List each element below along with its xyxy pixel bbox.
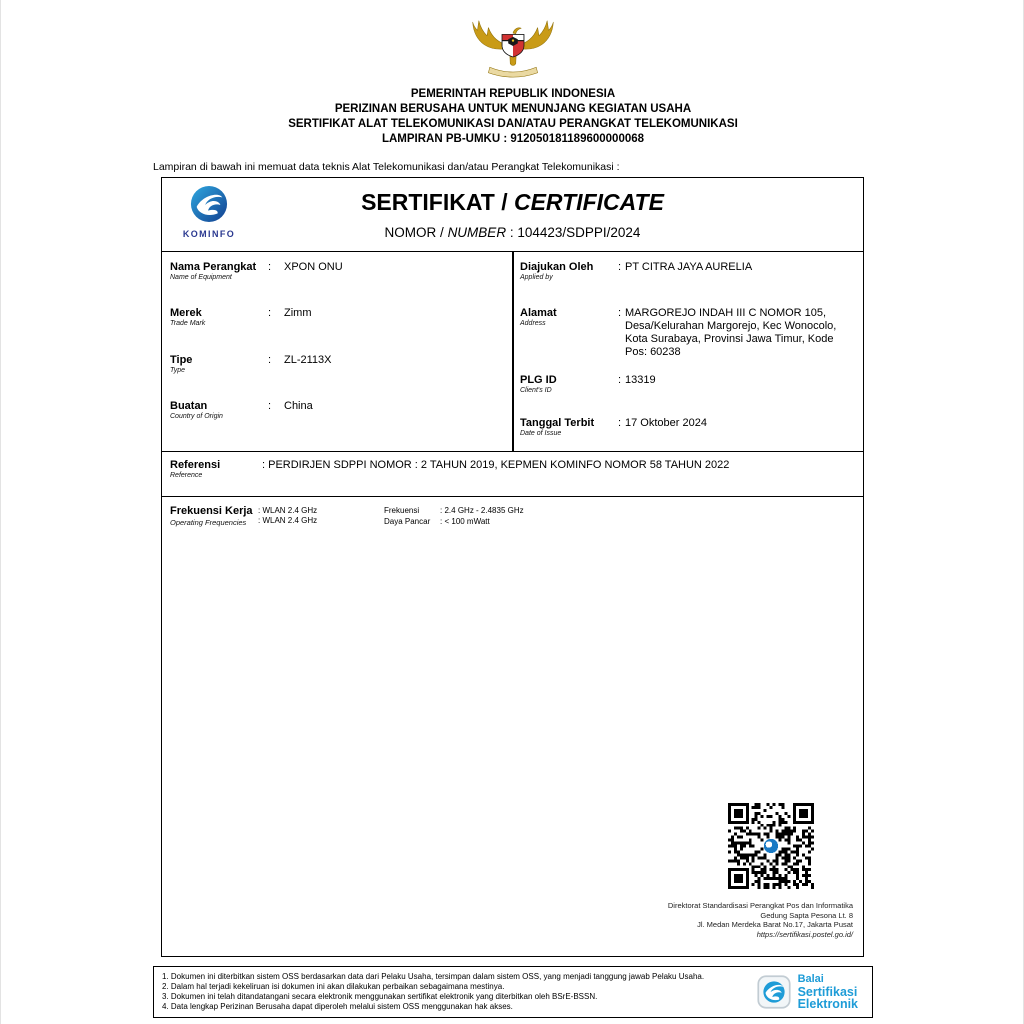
certificate-number (162, 225, 863, 240)
garuda-pancasila-emblem (472, 5, 554, 83)
colon: : (440, 517, 443, 526)
field-tanggal-terbit (520, 417, 858, 438)
colon: : (268, 354, 272, 366)
bse-line-balai: Balai (797, 973, 824, 986)
certificate-box (161, 177, 864, 957)
colon: : (618, 307, 622, 319)
colon: : (268, 261, 272, 273)
certificate-title (162, 189, 863, 216)
field-value: China (284, 400, 313, 412)
footer-note: 2. Dalam hal terjadi kekeliruan isi dokumen ini akan dilakukan perbaikan sebagaimana mestinya. (162, 982, 505, 992)
qr-code (728, 803, 814, 889)
band-row (258, 506, 317, 516)
frequencies-sublabel: Operating Frequencies (170, 518, 247, 527)
footer-note: 4. Data lengkap Perizinan Berusaha dapat diperoleh melalui sistem OSS menggunakan hak akses. (162, 1001, 513, 1011)
field-nama-perangkat (170, 261, 505, 282)
field-label: Alamat (520, 307, 557, 319)
header-line-permit: PERIZINAN BERUSAHA UNTUK MENUNJANG KEGIATAN USAHA (334, 103, 692, 115)
colon: : (258, 506, 261, 515)
field-value: ZL-2113X (284, 354, 332, 366)
colon: : (268, 400, 272, 412)
band-value: WLAN 2.4 GHz (262, 516, 318, 525)
reference-sublabel: Reference (170, 472, 203, 479)
footer-notes (154, 968, 757, 1015)
bse-logo (757, 973, 872, 1011)
reference-label: Referensi (170, 459, 221, 471)
field-label: Tanggal Terbit (520, 417, 595, 429)
reference-row (162, 452, 863, 497)
power-value (440, 517, 490, 526)
field-label: PLG ID (520, 374, 557, 386)
intro-text: Lampiran di bawah ini memuat data teknis Alat Telekomunikasi dan/atau Perangkat Telekomunikasi : (153, 161, 620, 173)
reference-value: : PERDIRJEN SDPPI NOMOR : 2 TAHUN 2019, KEPMEN KOMINFO NOMOR 58 TAHUN 2022 (262, 459, 730, 471)
freq-value-text: 2.4 GHz - 2.4835 GHz (444, 506, 524, 515)
field-buatan (170, 400, 505, 421)
field-value: Zimm (284, 307, 312, 319)
colon: : (618, 374, 622, 386)
issuer-address (668, 901, 853, 939)
certificate-header (162, 178, 863, 252)
field-label: Tipe (170, 354, 193, 366)
footer-notes-box (153, 966, 873, 1018)
band-value: WLAN 2.4 GHz (262, 506, 318, 515)
bse-line-elektronik: Elektronik (797, 997, 858, 1012)
bse-logo-text (798, 973, 858, 1011)
field-diajukan-oleh (520, 261, 858, 282)
field-value: MARGOREJO INDAH III C NOMOR 105, Desa/Kelurahan Margorejo, Kec Wonocolo, Kota Surabaya, Provinsi Jawa Timur, Kode Pos: 60238 (625, 307, 837, 358)
frequencies-label: Frekuensi Kerja (170, 505, 253, 517)
band-row (258, 516, 317, 526)
bse-logo-icon (757, 975, 791, 1009)
field-label: Buatan (170, 400, 208, 412)
issuer-line-building: Gedung Sapta Pesona Lt. 8 (760, 910, 853, 920)
field-value: PT CITRA JAYA AURELIA (625, 261, 753, 273)
header-line-certificate: SERTIFIKAT ALAT TELEKOMUNIKASI DAN/ATAU PERANGKAT TELEKOMUNIKASI (288, 118, 738, 130)
colon: : (618, 261, 622, 273)
field-sublabel: Applied by (520, 274, 553, 281)
power-value-text: < 100 mWatt (444, 517, 490, 526)
field-value: 13319 (625, 374, 656, 386)
number-value: : 104423/SDPPI/2024 (509, 225, 641, 240)
field-value: XPON ONU (284, 261, 343, 273)
document-header (1, 87, 1024, 147)
field-sublabel: Trade Mark (170, 320, 206, 327)
header-line-government: PEMERINTAH REPUBLIK INDONESIA (410, 88, 616, 100)
number-label-id: NOMOR / (384, 225, 444, 240)
field-sublabel: Client's ID (520, 387, 552, 394)
field-value: 17 Oktober 2024 (625, 417, 707, 429)
colon: : (440, 506, 443, 515)
field-label: Merek (170, 307, 202, 319)
number-label-en: NUMBER (447, 225, 507, 240)
certificate-title-id: SERTIFIKAT / (361, 189, 508, 215)
kominfo-logo-text: KOMINFO (182, 229, 236, 239)
footer-note: 3. Dokumen ini telah ditandatangani secara elektronik menggunakan sertifikat elektronik yang diterbitkan oleh BSrE-BSSN. (162, 992, 598, 1001)
colon: : (618, 417, 622, 429)
freq-label: Frekuensi (384, 506, 420, 515)
field-sublabel: Address (520, 320, 546, 327)
field-sublabel: Date of Issue (520, 430, 562, 437)
header-line-lampiran: LAMPIRAN PB-UMKU : 912050181189600000068 (381, 133, 645, 145)
certificate-details (162, 252, 863, 452)
colon: : (268, 307, 272, 319)
field-plg-id (520, 374, 858, 395)
column-divider (512, 252, 514, 451)
field-label: Diajukan Oleh (520, 261, 594, 273)
issuer-line-directorate: Direktorat Standardisasi Perangkat Pos dan Informatika (667, 901, 853, 910)
footer-note: 1. Dokumen ini diterbitkan sistem OSS berdasarkan data dari Pelaku Usaha, tersimpan dalam sistem OSS, yang menjadi tanggung jawab Pelaku Usaha. (162, 972, 705, 982)
colon: : (258, 516, 261, 525)
field-sublabel: Type (170, 367, 186, 374)
field-sublabel: Name of Equipment (170, 274, 232, 281)
field-merek (170, 307, 505, 328)
issuer-line-street: Jl. Medan Merdeka Barat No.17, Jakarta Pusat (697, 920, 853, 930)
issuer-line-url: https://sertifikasi.postel.go.id/ (756, 929, 853, 939)
certificate-title-en: CERTIFICATE (513, 189, 664, 215)
power-label: Daya Pancar (384, 517, 431, 526)
field-label: Nama Perangkat (170, 261, 257, 273)
field-sublabel: Country of Origin (170, 413, 223, 420)
freq-value (440, 506, 524, 515)
bse-line-sertifikasi: Sertifikasi (797, 984, 858, 999)
field-alamat (520, 307, 858, 358)
field-tipe (170, 354, 505, 375)
